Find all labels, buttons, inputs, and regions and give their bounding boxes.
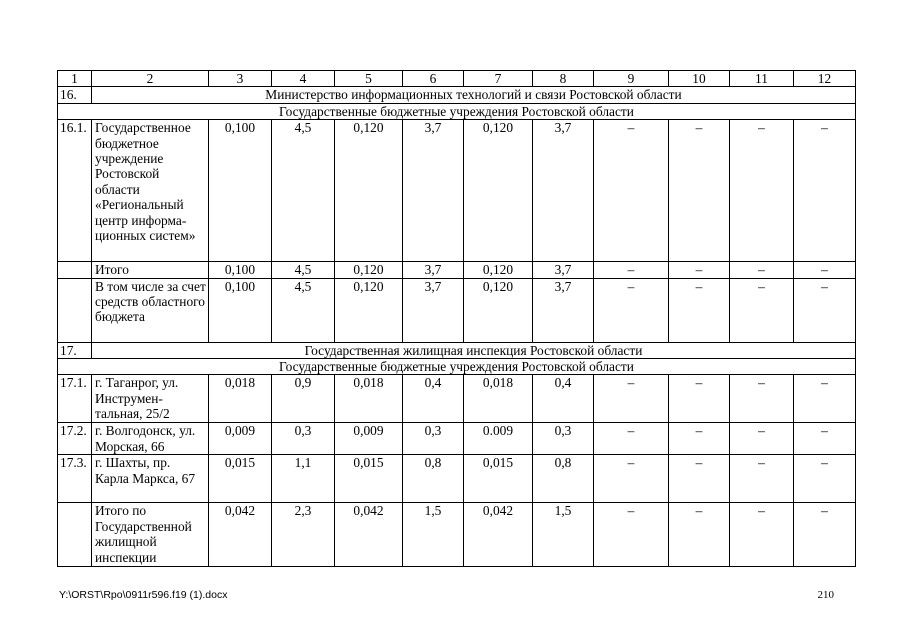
cell: 0,015: [464, 455, 533, 503]
col-header-2: 2: [92, 71, 209, 87]
col-header-10: 10: [669, 71, 730, 87]
footer-file-path: Y:\ORST\Rpo\0911r596.f19 (1).docx: [59, 589, 228, 601]
cell: –: [594, 278, 669, 342]
cell: 0,4: [403, 375, 464, 423]
cell: 4,5: [272, 120, 335, 262]
section-ministry: Министерство информационных технологий и связи Ростовской области: [92, 87, 856, 103]
cell: –: [794, 120, 856, 262]
cell: 0,9: [272, 375, 335, 423]
cell: –: [730, 278, 794, 342]
row-label: Итого: [92, 262, 209, 278]
col-header-3: 3: [209, 71, 272, 87]
cell: 4,5: [272, 262, 335, 278]
cell: –: [669, 455, 730, 503]
cell: –: [669, 120, 730, 262]
row-label: Государственное бюджетное учреждение Ростовской области «Региональный центр информа-ционных систем»: [92, 120, 209, 262]
col-header-1: 1: [58, 71, 92, 87]
row-label: В том числе за счет средств областного бюджета: [92, 278, 209, 342]
row-label: Итого по Государственной жилищной инспекции: [92, 503, 209, 567]
cell: 0,3: [533, 423, 594, 455]
cell: –: [730, 423, 794, 455]
cell: 0,100: [209, 262, 272, 278]
cell: 3,7: [533, 278, 594, 342]
cell: 3,7: [403, 278, 464, 342]
cell: 0,015: [209, 455, 272, 503]
cell: 2,3: [272, 503, 335, 567]
section-title-row: [58, 87, 856, 103]
col-header-12: 12: [794, 71, 856, 87]
page-number: 210: [817, 589, 834, 601]
cell: 0,120: [335, 262, 403, 278]
col-header-4: 4: [272, 71, 335, 87]
cell: –: [594, 503, 669, 567]
cell: 0,018: [209, 375, 272, 423]
cell: –: [730, 503, 794, 567]
section-subtitle: Государственные бюджетные учреждения Ростовской области: [58, 103, 856, 119]
cell: 0,042: [335, 503, 403, 567]
section-number: 16.: [58, 87, 92, 103]
row-number: 17.2.: [58, 423, 92, 455]
cell: 0,009: [209, 423, 272, 455]
cell: 0,042: [464, 503, 533, 567]
section-subtitle-row: [58, 103, 856, 119]
table-row: [58, 455, 856, 503]
cell: 1,5: [403, 503, 464, 567]
cell: 0,120: [335, 120, 403, 262]
cell: 0,3: [403, 423, 464, 455]
cell: –: [594, 455, 669, 503]
section-subtitle: Государственные бюджетные учреждения Ростовской области: [58, 359, 856, 375]
cell: –: [669, 262, 730, 278]
cell: 1,5: [533, 503, 594, 567]
cell: –: [794, 278, 856, 342]
col-header-6: 6: [403, 71, 464, 87]
cell: 0,018: [335, 375, 403, 423]
table-row: [58, 503, 856, 567]
cell: 3,7: [403, 262, 464, 278]
col-header-7: 7: [464, 71, 533, 87]
cell: 0,120: [335, 278, 403, 342]
cell: –: [594, 120, 669, 262]
row-label: г. Таганрог, ул. Инструмен-тальная, 25/2: [92, 375, 209, 423]
row-label: г. Волгодонск, ул. Морская, 66: [92, 423, 209, 455]
row-number: [58, 262, 92, 278]
row-number: 17.1.: [58, 375, 92, 423]
cell: 0,8: [533, 455, 594, 503]
cell: –: [730, 455, 794, 503]
cell: 3,7: [533, 120, 594, 262]
cell: –: [794, 423, 856, 455]
cell: –: [669, 375, 730, 423]
section-number: 17.: [58, 342, 92, 358]
section-subtitle-row: [58, 359, 856, 375]
cell: –: [669, 278, 730, 342]
row-number: [58, 278, 92, 342]
cell: 3,7: [403, 120, 464, 262]
cell: –: [594, 375, 669, 423]
cell: 0,8: [403, 455, 464, 503]
data-table: [57, 70, 856, 567]
cell: 0,4: [533, 375, 594, 423]
cell: –: [730, 375, 794, 423]
cell: 0,3: [272, 423, 335, 455]
cell: 0,120: [464, 120, 533, 262]
cell: –: [794, 455, 856, 503]
row-number: [58, 503, 92, 567]
cell: 0,015: [335, 455, 403, 503]
row-label: г. Шахты, пр. Карла Маркса, 67: [92, 455, 209, 503]
table-row: [58, 120, 856, 262]
table-row: [58, 278, 856, 342]
cell: –: [594, 262, 669, 278]
cell: –: [669, 423, 730, 455]
cell: 4,5: [272, 278, 335, 342]
col-header-8: 8: [533, 71, 594, 87]
section-title-row: [58, 342, 856, 358]
cell: –: [794, 375, 856, 423]
cell: 0,120: [464, 262, 533, 278]
cell: –: [594, 423, 669, 455]
row-number: 17.3.: [58, 455, 92, 503]
cell: –: [730, 120, 794, 262]
cell: 0,120: [464, 278, 533, 342]
cell: –: [794, 503, 856, 567]
column-number-row: [58, 71, 856, 87]
cell: –: [730, 262, 794, 278]
cell: 0,018: [464, 375, 533, 423]
cell: 0,100: [209, 120, 272, 262]
table-row: [58, 375, 856, 423]
cell: –: [669, 503, 730, 567]
cell: 0.009: [464, 423, 533, 455]
row-number: 16.1.: [58, 120, 92, 262]
table-row: [58, 262, 856, 278]
cell: 0,042: [209, 503, 272, 567]
col-header-5: 5: [335, 71, 403, 87]
cell: 0,100: [209, 278, 272, 342]
cell: 1,1: [272, 455, 335, 503]
cell: –: [794, 262, 856, 278]
col-header-9: 9: [594, 71, 669, 87]
section-ministry: Государственная жилищная инспекция Ростовской области: [92, 342, 856, 358]
cell: 3,7: [533, 262, 594, 278]
cell: 0,009: [335, 423, 403, 455]
table-row: [58, 423, 856, 455]
col-header-11: 11: [730, 71, 794, 87]
